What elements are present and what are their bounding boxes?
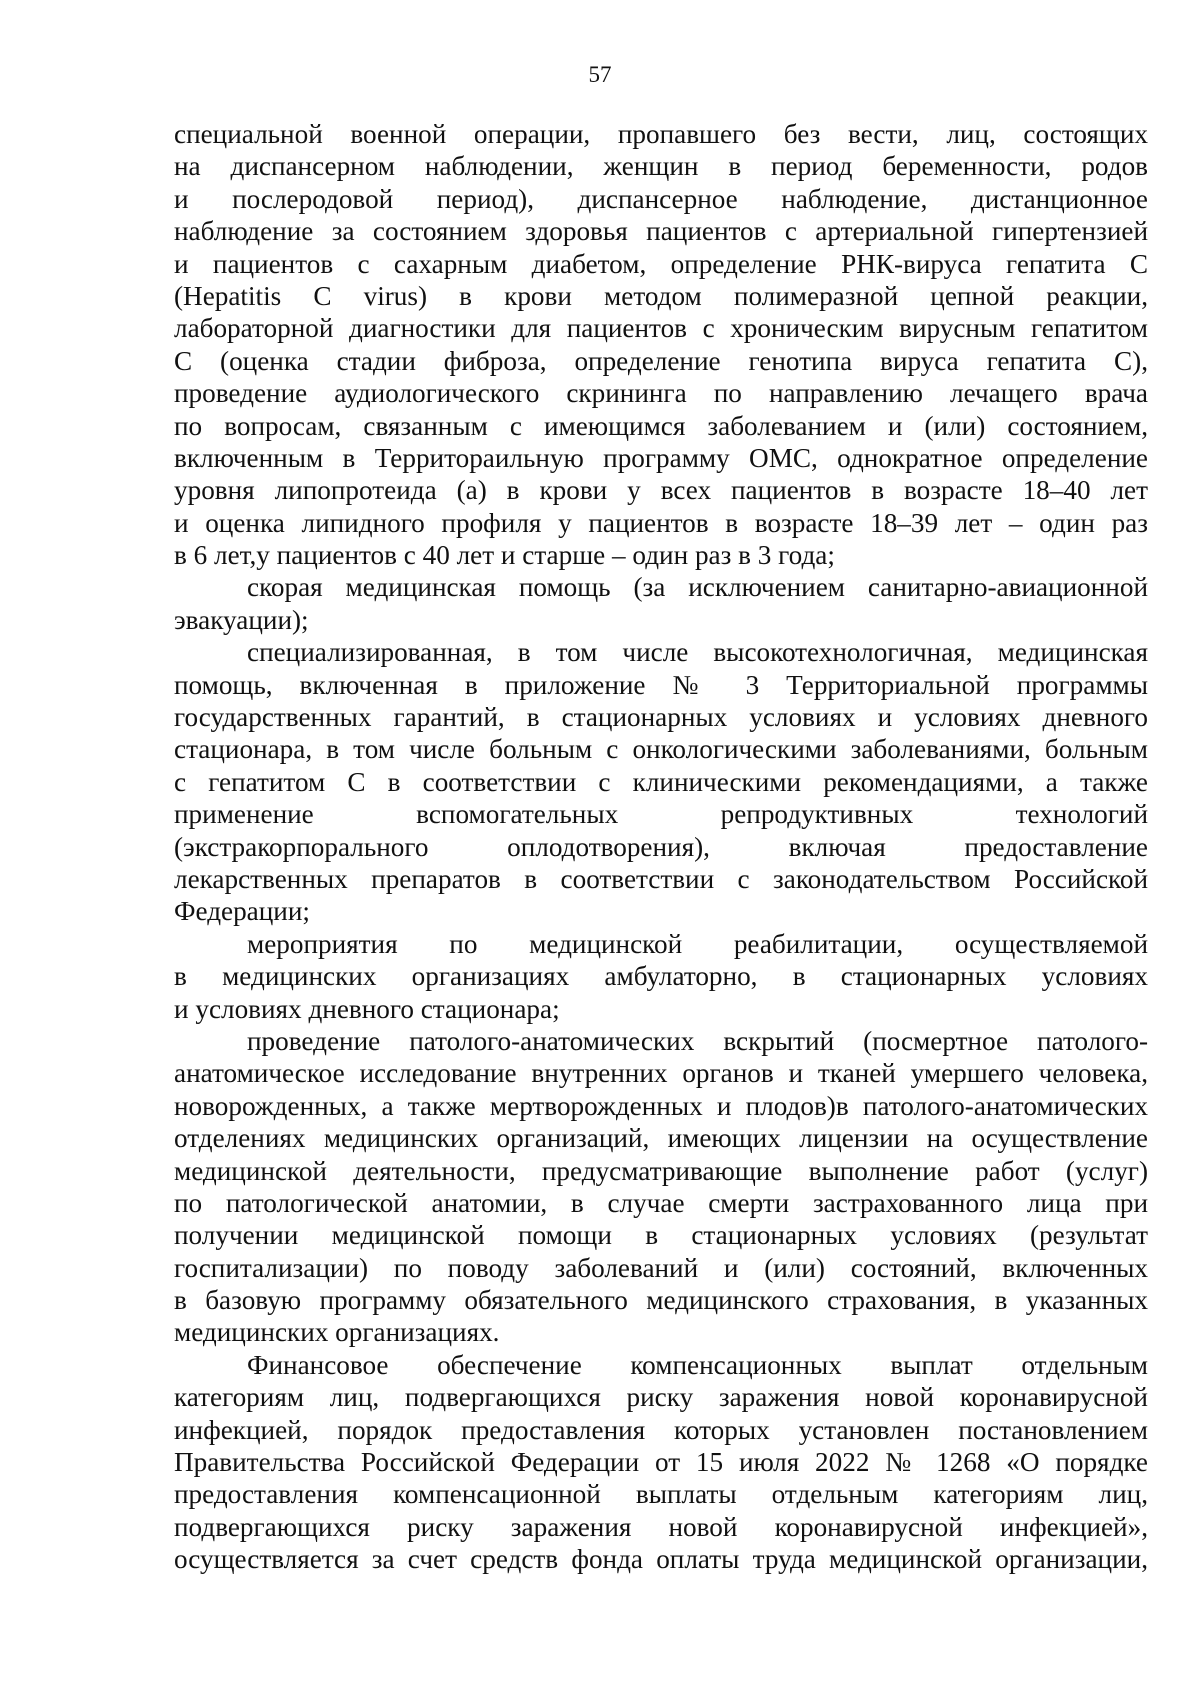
text-line: помощь, включенная в приложение № 3 Территориальной программы — [174, 669, 1148, 700]
text-line: С (оценка стадии фиброза, определение генотипа вируса гепатита С), — [174, 345, 1148, 376]
text-line: Правительства Российской Федерации от 15 июля 2022 № 1268 «О порядке — [174, 1447, 1148, 1478]
text-line: осуществляется за счет средств фонда оплаты труда медицинской организации, — [174, 1544, 1148, 1575]
paragraph — [174, 118, 1148, 571]
text-line: инфекцией, порядок предоставления которых установлен постановлением — [174, 1414, 1148, 1445]
paragraph — [174, 1025, 1148, 1349]
text-line: подвергающихся риску заражения новой коронавирусной инфекцией», — [174, 1511, 1148, 1542]
paragraph — [174, 636, 1148, 928]
text-line: предоставления компенсационной выплаты отдельным категориям лиц, — [174, 1479, 1148, 1510]
text-line: специализированная, в том числе высокотехнологичная, медицинская — [247, 637, 1148, 668]
paragraph — [174, 928, 1148, 1025]
paragraph — [174, 1349, 1148, 1576]
text-line: включенным в Территораильную программу ОМС, однократное определение — [174, 442, 1148, 473]
text-line: и условиях дневного стационара; — [174, 993, 560, 1024]
document-body — [174, 118, 1148, 1576]
text-line: (экстракорпорального оплодотворения), включая предоставление — [174, 831, 1148, 862]
text-line: медицинской деятельности, предусматривающие выполнение работ (услуг) — [174, 1155, 1148, 1186]
text-line: государственных гарантий, в стационарных условиях и условиях дневного — [174, 702, 1148, 733]
text-line: в 6 лет,у пациентов с 40 лет и старше – один раз в 3 года; — [174, 540, 835, 571]
text-line: анатомическое исследование внутренних органов и тканей умершего человека, — [174, 1058, 1148, 1089]
paragraph — [174, 571, 1148, 636]
text-line: уровня липопротеида (а) в крови у всех пациентов в возрасте 18–40 лет — [174, 475, 1148, 506]
page-number: 57 — [588, 62, 612, 87]
text-line: категориям лиц, подвергающихся риску заражения новой коронавирусной — [174, 1382, 1148, 1413]
text-line: Федерации; — [174, 896, 310, 927]
text-line: мероприятия по медицинской реабилитации, осуществляемой — [247, 928, 1148, 959]
text-line: по вопросам, связанным с имеющимся заболеванием и (или) состоянием, — [174, 410, 1148, 441]
text-line: госпитализации) по поводу заболеваний и (или) состояний, включенных — [174, 1252, 1148, 1283]
text-line: лабораторной диагностики для пациентов с хроническим вирусным гепатитом — [174, 313, 1148, 344]
text-line: специальной военной операции, пропавшего без вести, лиц, состоящих — [174, 119, 1148, 149]
text-line: лекарственных препаратов в соответствии с законодательством Российской — [174, 863, 1148, 894]
text-line: и послеродовой период), диспансерное наблюдение, дистанционное — [174, 183, 1148, 214]
text-line: применение вспомогательных репродуктивных технологий — [174, 799, 1148, 830]
text-line: по патологической анатомии, в случае смерти застрахованного лица при — [174, 1187, 1148, 1218]
text-line: наблюдение за состоянием здоровья пациентов с артериальной гипертензией — [174, 216, 1148, 247]
text-line: получении медицинской помощи в стационарных условиях (результат — [174, 1220, 1148, 1251]
text-line: стационара, в том числе больным с онкологическими заболеваниями, больным — [174, 734, 1148, 765]
text-line: отделениях медицинских организаций, имеющих лицензии на осуществление — [174, 1123, 1148, 1154]
text-line: медицинских организациях. — [174, 1317, 500, 1348]
text-line: проведение аудиологического скрининга по направлению лечащего врача — [174, 378, 1148, 409]
text-line: и пациентов с сахарным диабетом, определение РНК-вируса гепатита С — [174, 248, 1148, 279]
text-line: скорая медицинская помощь (за исключением санитарно-авиационной — [247, 572, 1148, 603]
text-line: и оценка липидного профиля у пациентов в возрасте 18–39 лет – один раз — [174, 507, 1148, 538]
text-line: эвакуации); — [174, 604, 309, 635]
text-line: новорожденных, а также мертворожденных и плодов)в патолого-анатомических — [174, 1090, 1148, 1121]
text-line: с гепатитом С в соответствии с клиническими рекомендациями, а также — [174, 766, 1148, 797]
text-line: (Hepatitis C virus) в крови методом полимеразной цепной реакции, — [174, 280, 1148, 311]
text-line: в базовую программу обязательного медицинского страхования, в указанных — [174, 1285, 1148, 1316]
text-line: проведение патолого-анатомических вскрытий (посмертное патолого- — [247, 1025, 1148, 1056]
text-line: в медицинских организациях амбулаторно, в стационарных условиях — [174, 961, 1148, 992]
text-line: на диспансерном наблюдении, женщин в период беременности, родов — [174, 151, 1148, 182]
text-line: Финансовое обеспечение компенсационных выплат отдельным — [247, 1349, 1148, 1380]
